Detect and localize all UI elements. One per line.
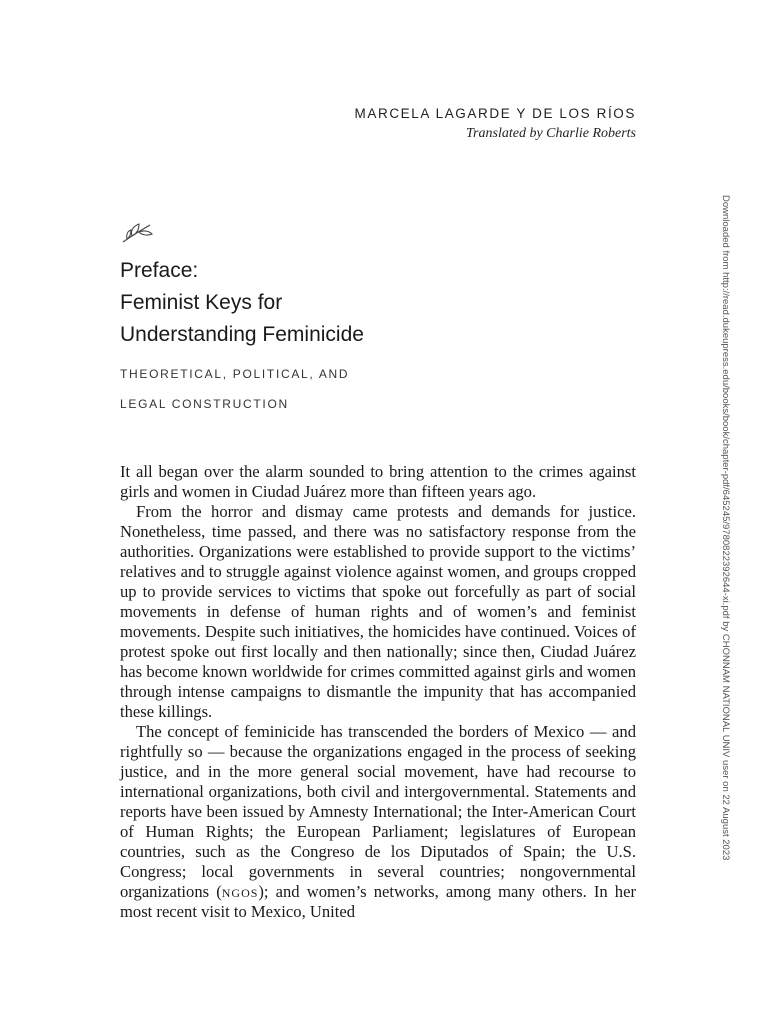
body-text (120, 462, 636, 922)
paragraph-3-text-end: ); and women’s networks, among many others. In her most recent visit to Mexico, United (120, 882, 636, 921)
title-line-2: Feminist Keys for (120, 291, 283, 314)
chapter-title-block (120, 255, 364, 419)
paragraph-2: From the horror and dismay came protests and demands for justice. Nonetheless, time passed, and there was no satisfactory response from the authorities. Organizations were established to provide support to the victims’ relatives and to struggle against violence against women, and groups cropped up to provide services to victims that spoke out forcefully as part of social movements in defense of human rights and of women’s and feminist movements. Despite such initiatives, the homicides have continued. Voices of protest spoke out first locally and then nationally; since then, Ciudad Juárez has become known worldwide for crimes committed against girls and women through intense campaigns to dismantle the impunity that has accompanied these killings. (120, 502, 636, 721)
translator-credit: Translated by Charlie Roberts (466, 126, 636, 141)
title-line-1: Preface: (120, 259, 199, 282)
subtitle (120, 359, 364, 419)
paragraph-1: It all began over the alarm sounded to bring attention to the crimes against girls and women in Ciudad Juárez more than fifteen years ago. (120, 462, 636, 501)
download-notice: Downloaded from http://read.dukeupress.edu/books/book/chapter-pdf/645245/9780822392644-xi.pdf by CHONNAM NATIONAL UNIV user on 22 August 2023 (720, 195, 731, 861)
subtitle-line-2: LEGAL CONSTRUCTION (120, 397, 289, 411)
download-watermark (720, 195, 742, 1025)
leaf-ornament-icon (120, 222, 154, 244)
title-line-3: Understanding Feminicide (120, 323, 364, 346)
paragraph-3-text: The concept of feminicide has transcended the borders of Mexico — and rightfully so — because the organizations engaged in the process of seeking justice, and in the more general social movement, have had recourse to international organizations, both civil and intergovernmental. Statements and reports have been issued by Amnesty International; the Inter-American Court of Human Rights; the European Parliament; legislatures of European countries, such as the Congreso de los Diputados of Spain; the U.S. Congress; local governments in several countries; nongovernmental organizations ( (120, 722, 636, 901)
ngos-abbreviation: ngos (221, 882, 259, 901)
author-name: MARCELA LAGARDE Y DE LOS RÍOS (354, 106, 636, 121)
paragraph-3 (120, 722, 636, 922)
chapter-byline (355, 104, 636, 144)
subtitle-line-1: THEORETICAL, POLITICAL, AND (120, 367, 350, 381)
